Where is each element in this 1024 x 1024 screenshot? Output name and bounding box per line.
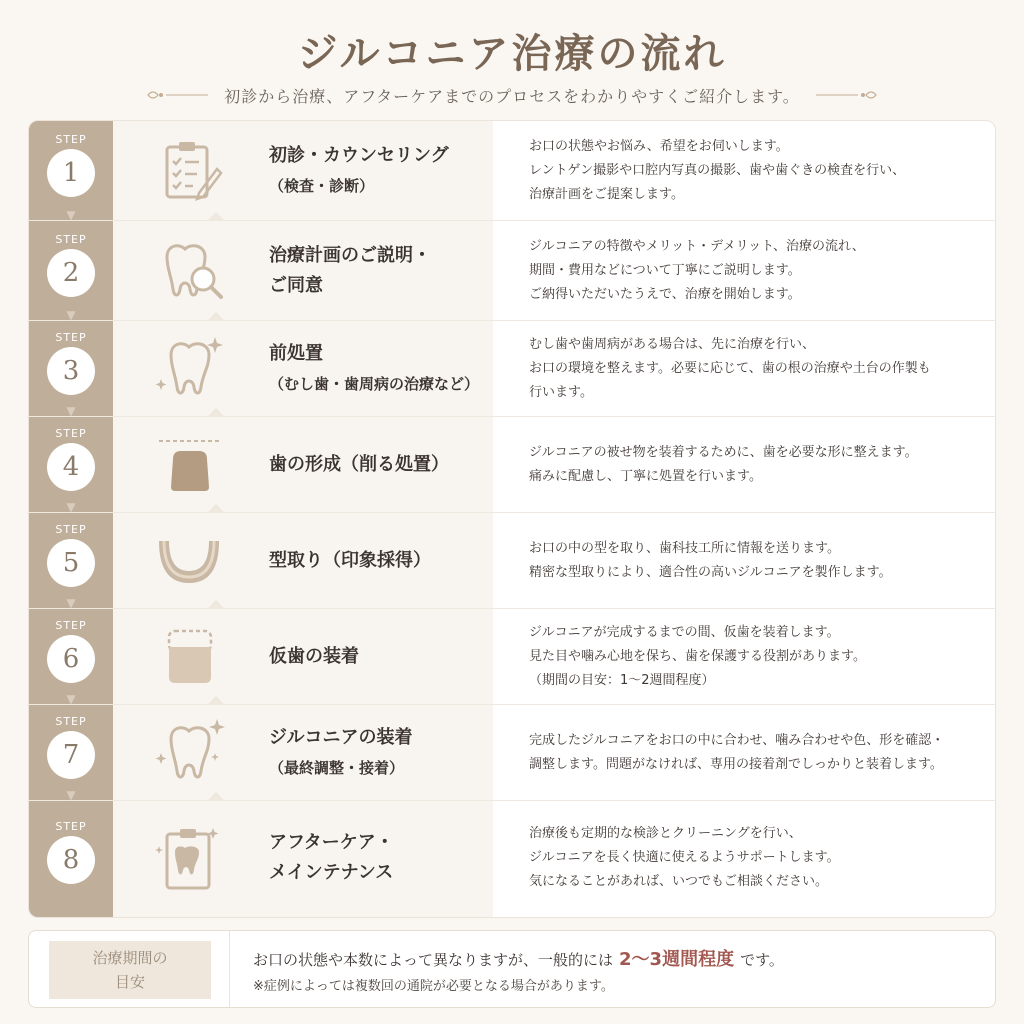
left-ornament-icon [144, 87, 208, 103]
step-description-line: 治療計画をご提案します。 [529, 187, 684, 202]
step-description-line: お口の状態やお悩み、希望をお伺いします。 [529, 139, 789, 154]
prepared-tooth-icon [153, 429, 225, 501]
temporary-crown-icon [153, 621, 225, 693]
step-label: STEP [55, 523, 87, 536]
step-title-main: 歯の形成（削る処置） [269, 454, 449, 475]
step-description-line: お口の中の型を取り、歯科技工所に情報を送ります。 [529, 541, 840, 556]
down-arrow-icon: ▼ [66, 500, 76, 514]
row-notch [207, 792, 225, 801]
page-title: ジルコニア治療の流れ [297, 30, 727, 77]
step-row [29, 513, 995, 609]
treatment-period-label: 治療期間の 目安 [49, 941, 211, 999]
step-number: 2 [47, 249, 95, 297]
row-notch [207, 504, 225, 513]
step-title-main: 初診・カウンセリング [269, 145, 449, 166]
step-number: 3 [47, 347, 95, 395]
step-title-main: 前処置 [269, 343, 323, 364]
step-description [529, 333, 979, 405]
step-title-sub: （最終調整・接着） [269, 759, 405, 777]
step-title [269, 642, 489, 672]
step-row [29, 321, 995, 417]
step-row [29, 121, 995, 221]
step-title [269, 450, 489, 480]
step-description-line: ジルコニアが完成するまでの間、仮歯を装着します。 [529, 625, 840, 640]
divider [229, 931, 230, 1007]
tooth-magnifier-icon [153, 235, 225, 307]
subtitle-row [0, 82, 1024, 108]
step-row [29, 417, 995, 513]
step-label: STEP [55, 427, 87, 440]
step-description-line: ご納得いただいたうえで、治療を開始します。 [529, 287, 801, 302]
down-arrow-icon: ▼ [66, 208, 76, 222]
step-description [529, 822, 979, 894]
row-notch [207, 696, 225, 705]
step-description-line: 期間・費用などについて丁寧にご説明します。 [529, 263, 801, 278]
step-description [529, 135, 979, 207]
shining-tooth-icon [153, 717, 225, 789]
sparkling-tooth-icon [153, 333, 225, 405]
step-label: STEP [55, 715, 87, 728]
step-description-line: お口の環境を整えます。必要に応じて、歯の根の治療や土台の作製も [529, 361, 931, 376]
step-title [269, 339, 489, 399]
row-notch [207, 212, 225, 221]
step-number: 5 [47, 539, 95, 587]
step-description-line: 行います。 [529, 385, 593, 400]
down-arrow-icon: ▼ [66, 308, 76, 322]
step-row [29, 609, 995, 705]
period-highlight: 2〜3週間程度 [619, 949, 735, 970]
step-label: STEP [55, 820, 87, 833]
step-title [269, 141, 489, 201]
treatment-period-text: お口の状態や本数によって異なりますが、一般的には 2〜3週間程度 です。 [253, 949, 784, 970]
step-title-sub: ご同意 [269, 275, 323, 296]
step-title-main: ジルコニアの装着 [269, 727, 413, 748]
down-arrow-icon: ▼ [66, 692, 76, 706]
step-title [269, 546, 489, 576]
step-number: 4 [47, 443, 95, 491]
step-number: 6 [47, 635, 95, 683]
treatment-period-box [28, 930, 996, 1008]
row-notch [207, 408, 225, 417]
step-number: 7 [47, 731, 95, 779]
down-arrow-icon: ▼ [66, 596, 76, 610]
step-description [529, 537, 979, 585]
step-label: STEP [55, 233, 87, 246]
treatment-period-note: ※症例によっては複数回の通院が必要となる場合があります。 [253, 979, 614, 994]
page-subtitle: 初診から治療、アフターケアまでのプロセスをわかりやすくご紹介します。 [224, 86, 800, 106]
step-title-main: 仮歯の装着 [269, 646, 359, 667]
step-title-main: 型取り（印象採得） [269, 550, 431, 571]
step-title-sub: （検査・診断） [269, 177, 375, 195]
step-title-main: アフターケア・ [269, 832, 394, 853]
step-row [29, 801, 995, 915]
step-row [29, 221, 995, 321]
step-description-line: 精密な型取りにより、適合性の高いジルコニアを製作します。 [529, 565, 892, 580]
step-description [529, 235, 979, 307]
step-description-line: ジルコニアの被せ物を装着するために、歯を必要な形に整えます。 [529, 445, 918, 460]
step-description-line: ジルコニアを長く快適に使えるようサポートします。 [529, 850, 840, 865]
step-label: STEP [55, 331, 87, 344]
step-row [29, 705, 995, 801]
step-description-line: レントゲン撮影や口腔内写真の撮影、歯や歯ぐきの検査を行い、 [529, 163, 906, 178]
step-description-line: 調整します。問題がなければ、専用の接着剤でしっかりと装着します。 [529, 757, 943, 772]
step-description [529, 729, 979, 777]
step-description [529, 621, 979, 693]
step-title [269, 241, 489, 301]
step-title-main: 治療計画のご説明・ [269, 245, 431, 266]
row-notch [207, 312, 225, 321]
steps-card [28, 120, 996, 918]
step-label: STEP [55, 133, 87, 146]
down-arrow-icon: ▼ [66, 404, 76, 418]
step-title-sub: （むし歯・歯周病の治療など） [269, 375, 480, 393]
step-label: STEP [55, 619, 87, 632]
clipboard-tooth-icon [153, 822, 225, 894]
step-description-line: 治療後も定期的な検診とクリーニングを行い、 [529, 826, 802, 841]
down-arrow-icon: ▼ [66, 788, 76, 802]
step-title [269, 723, 489, 783]
right-ornament-icon [816, 87, 880, 103]
step-description-line: 見た目や噛み心地を保ち、歯を保護する役割があります。 [529, 649, 866, 664]
impression-tray-icon [153, 525, 225, 597]
step-title [269, 828, 489, 888]
steps-list [29, 121, 995, 915]
step-description-line: 気になることがあれば、いつでもご相談ください。 [529, 874, 829, 889]
row-notch [207, 600, 225, 609]
step-description-line: 痛みに配慮し、丁寧に処置を行います。 [529, 469, 762, 484]
step-description [529, 441, 979, 489]
clipboard-checklist-icon [153, 135, 225, 207]
step-title-sub: メインテナンス [269, 862, 394, 883]
step-description-line: 完成したジルコニアをお口の中に合わせ、噛み合わせや色、形を確認・ [529, 733, 945, 748]
step-description-line: むし歯や歯周病がある場合は、先に治療を行い、 [529, 337, 816, 352]
step-number: 8 [47, 836, 95, 884]
step-number: 1 [47, 149, 95, 197]
step-description-line: （期間の目安：1〜2週間程度） [529, 673, 715, 688]
step-description-line: ジルコニアの特徴やメリット・デメリット、治療の流れ、 [529, 239, 865, 254]
